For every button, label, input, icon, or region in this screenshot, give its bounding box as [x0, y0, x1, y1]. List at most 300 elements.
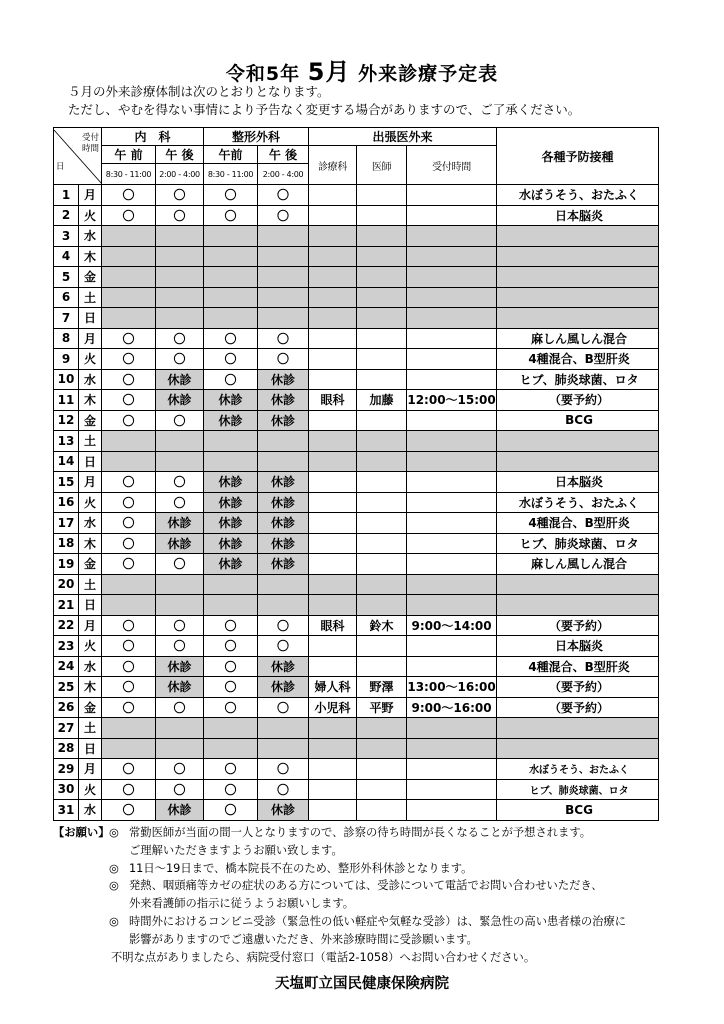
seikei-am-cell: 休診 [204, 410, 258, 431]
day-cell: 16 [54, 492, 79, 513]
doctor-cell [357, 636, 407, 657]
seikei-pm-cell: 休診 [258, 513, 309, 534]
closed-cell [497, 226, 659, 247]
title-name: 外来診療予定表 [358, 63, 499, 85]
header-naika: 内 科 [102, 128, 204, 146]
naika-pm-cell: 休診 [156, 656, 204, 677]
dept-cell: 婦人科 [309, 677, 357, 698]
closed-cell [357, 595, 407, 616]
seikei-am-cell: 〇 [204, 636, 258, 657]
closed-cell [102, 308, 156, 329]
day-cell: 24 [54, 656, 79, 677]
seikei-am-cell: 〇 [204, 205, 258, 226]
seikei-am-cell: 〇 [204, 656, 258, 677]
naika-pm-cell: 〇 [156, 615, 204, 636]
dept-cell [309, 369, 357, 390]
title-era: 令和5年 [225, 63, 301, 85]
reception-time-cell [407, 472, 497, 493]
closed-cell [102, 431, 156, 452]
note-text: 外来看護師の指示に従うようお願いします。 [129, 897, 355, 911]
table-row [54, 779, 659, 800]
dept-cell [309, 492, 357, 513]
weekday-cell: 日 [79, 451, 102, 472]
closed-cell [309, 267, 357, 288]
naika-pm-cell: 〇 [156, 185, 204, 206]
note-line [53, 842, 693, 860]
closed-cell [204, 287, 258, 308]
header-day-label: 日 [56, 162, 65, 172]
closed-cell [204, 246, 258, 267]
vaccine-cell: （要予約） [497, 615, 659, 636]
doctor-cell: 野澤 [357, 677, 407, 698]
table-row [54, 656, 659, 677]
seikei-am-cell: 〇 [204, 677, 258, 698]
weekday-cell: 金 [79, 697, 102, 718]
closed-cell [156, 308, 204, 329]
reception-time-cell [407, 205, 497, 226]
reception-time-cell [407, 328, 497, 349]
day-cell: 13 [54, 431, 79, 452]
dept-cell [309, 656, 357, 677]
note-text: 影響がありますのでご遠慮いただき、外来診療時間に受診願います。 [129, 932, 478, 946]
closed-cell [309, 738, 357, 759]
doctor-cell: 加藤 [357, 390, 407, 411]
closed-cell [497, 451, 659, 472]
seikei-am-cell: 〇 [204, 779, 258, 800]
closed-cell [258, 738, 309, 759]
reception-time-cell: 9:00～14:00 [407, 615, 497, 636]
closed-cell [357, 718, 407, 739]
weekday-cell: 水 [79, 226, 102, 247]
doctor-cell [357, 328, 407, 349]
closed-cell [156, 226, 204, 247]
naika-am-cell: 〇 [102, 205, 156, 226]
closed-cell [204, 574, 258, 595]
reception-time-cell: 9:00～16:00 [407, 697, 497, 718]
naika-pm-cell: 〇 [156, 205, 204, 226]
vaccine-cell: BCG [497, 410, 659, 431]
note-mark: ◎ [109, 861, 119, 875]
closed-cell [102, 718, 156, 739]
weekday-cell: 土 [79, 574, 102, 595]
day-cell: 1 [54, 185, 79, 206]
table-row [54, 431, 659, 452]
naika-pm-cell: 〇 [156, 410, 204, 431]
naika-am-cell: 〇 [102, 369, 156, 390]
vaccine-cell: 麻しん風しん混合 [497, 328, 659, 349]
weekday-cell: 水 [79, 800, 102, 821]
table-row [54, 349, 659, 370]
naika-pm-cell: 〇 [156, 759, 204, 780]
notes-label: 【お願い】 [53, 826, 110, 839]
dept-cell [309, 205, 357, 226]
weekday-cell: 日 [79, 308, 102, 329]
note-mark: ◎ [109, 914, 119, 928]
note-mark: ◎ [109, 879, 119, 893]
table-row [54, 554, 659, 575]
reception-time-cell [407, 349, 497, 370]
seikei-pm-cell: 休診 [258, 410, 309, 431]
closed-cell [309, 287, 357, 308]
seikei-am-cell: 休診 [204, 513, 258, 534]
day-cell: 21 [54, 595, 79, 616]
seikei-am-cell: 〇 [204, 800, 258, 821]
naika-am-cell: 〇 [102, 513, 156, 534]
table-row [54, 205, 659, 226]
table-row [54, 574, 659, 595]
header-vaccine: 各種予防接種 [497, 128, 659, 185]
closed-cell [407, 287, 497, 308]
table-row [54, 677, 659, 698]
reception-time-cell [407, 656, 497, 677]
seikei-am-cell: 〇 [204, 185, 258, 206]
header-shutcho: 出張医外来 [309, 128, 497, 146]
header-naika-am-time: 8:30 - 11:00 [102, 164, 156, 185]
intro-line-1: ５月の外来診療体制は次のとおりとなります。 [68, 84, 330, 99]
doctor-cell [357, 472, 407, 493]
table-row [54, 226, 659, 247]
dept-cell [309, 472, 357, 493]
day-cell: 26 [54, 697, 79, 718]
table-row [54, 390, 659, 411]
table-row [54, 185, 659, 206]
doctor-cell [357, 410, 407, 431]
table-row [54, 595, 659, 616]
seikei-pm-cell: 〇 [258, 328, 309, 349]
closed-cell [156, 246, 204, 267]
naika-pm-cell: 〇 [156, 472, 204, 493]
weekday-cell: 日 [79, 738, 102, 759]
weekday-cell: 土 [79, 718, 102, 739]
closed-cell [497, 718, 659, 739]
closed-cell [407, 738, 497, 759]
dept-cell: 小児科 [309, 697, 357, 718]
closed-cell [407, 595, 497, 616]
doctor-cell [357, 800, 407, 821]
day-cell: 7 [54, 308, 79, 329]
seikei-am-cell: 〇 [204, 328, 258, 349]
closed-cell [258, 451, 309, 472]
naika-am-cell: 〇 [102, 636, 156, 657]
table-row [54, 513, 659, 534]
weekday-cell: 月 [79, 759, 102, 780]
day-cell: 22 [54, 615, 79, 636]
closed-cell [357, 574, 407, 595]
weekday-cell: 水 [79, 656, 102, 677]
weekday-cell: 金 [79, 554, 102, 575]
closed-cell [156, 718, 204, 739]
naika-am-cell: 〇 [102, 390, 156, 411]
dept-cell: 眼科 [309, 615, 357, 636]
seikei-pm-cell: 〇 [258, 759, 309, 780]
closed-cell [497, 431, 659, 452]
vaccine-cell: 日本脳炎 [497, 636, 659, 657]
reception-time-cell: 12:00～15:00 [407, 390, 497, 411]
naika-pm-cell: 〇 [156, 492, 204, 513]
day-cell: 2 [54, 205, 79, 226]
doctor-cell [357, 513, 407, 534]
closed-cell [156, 738, 204, 759]
closed-cell [357, 451, 407, 472]
vaccine-cell: ヒブ、肺炎球菌、ロタ [497, 369, 659, 390]
vaccine-cell: （要予約） [497, 677, 659, 698]
note-text: ご理解いただきますようお願い致します。 [129, 843, 343, 857]
closed-cell [497, 738, 659, 759]
closed-cell [102, 574, 156, 595]
day-cell: 9 [54, 349, 79, 370]
note-line [53, 895, 693, 913]
naika-am-cell: 〇 [102, 533, 156, 554]
closed-cell [204, 226, 258, 247]
reception-time-cell [407, 410, 497, 431]
table-row [54, 308, 659, 329]
reception-time-cell [407, 533, 497, 554]
note-line [53, 931, 693, 949]
day-cell: 5 [54, 267, 79, 288]
weekday-cell: 土 [79, 431, 102, 452]
seikei-pm-cell: 〇 [258, 779, 309, 800]
vaccine-cell: 水ぼうそう、おたふく [497, 185, 659, 206]
closed-cell [258, 574, 309, 595]
table-row [54, 267, 659, 288]
seikei-pm-cell: 休診 [258, 677, 309, 698]
day-cell: 3 [54, 226, 79, 247]
seikei-pm-cell: 休診 [258, 554, 309, 575]
weekday-cell: 月 [79, 615, 102, 636]
closed-cell [156, 287, 204, 308]
closed-cell [258, 595, 309, 616]
naika-pm-cell: 休診 [156, 390, 204, 411]
reception-time-cell [407, 636, 497, 657]
seikei-pm-cell: 休診 [258, 390, 309, 411]
closed-cell [357, 246, 407, 267]
doctor-cell [357, 205, 407, 226]
closed-cell [156, 267, 204, 288]
table-row [54, 492, 659, 513]
weekday-cell: 月 [79, 185, 102, 206]
header-naika-am: 午 前 [102, 146, 156, 164]
seikei-am-cell: 〇 [204, 369, 258, 390]
closed-cell [156, 451, 204, 472]
naika-am-cell: 〇 [102, 615, 156, 636]
closed-cell [102, 595, 156, 616]
closed-cell [204, 738, 258, 759]
doctor-cell [357, 492, 407, 513]
closed-cell [309, 451, 357, 472]
naika-am-cell: 〇 [102, 656, 156, 677]
day-cell: 30 [54, 779, 79, 800]
weekday-cell: 日 [79, 595, 102, 616]
vaccine-cell: 日本脳炎 [497, 205, 659, 226]
vaccine-cell: 4種混合、B型肝炎 [497, 349, 659, 370]
table-row [54, 246, 659, 267]
closed-cell [309, 226, 357, 247]
note-line [53, 824, 693, 842]
naika-am-cell: 〇 [102, 492, 156, 513]
day-cell: 29 [54, 759, 79, 780]
dept-cell [309, 554, 357, 575]
table-row [54, 369, 659, 390]
header-naika-pm: 午 後 [156, 146, 204, 164]
weekday-cell: 月 [79, 472, 102, 493]
table-row [54, 759, 659, 780]
closed-cell [309, 574, 357, 595]
closed-cell [407, 451, 497, 472]
note-text: 常勤医師が当面の間一人となりますので、診察の待ち時間が長くなることが予想されます。 [129, 826, 592, 839]
reception-time-cell [407, 185, 497, 206]
header-seikei-pm: 午 後 [258, 146, 309, 164]
seikei-pm-cell: 休診 [258, 656, 309, 677]
header-naika-pm-time: 2:00 - 4:00 [156, 164, 204, 185]
header-seikei: 整形外科 [204, 128, 309, 146]
closed-cell [407, 718, 497, 739]
doctor-cell: 平野 [357, 697, 407, 718]
naika-am-cell: 〇 [102, 779, 156, 800]
weekday-cell: 水 [79, 513, 102, 534]
contact-note: 不明な点がありましたら、病院受付窓口（電話2-1058）へお問い合わせください。 [111, 950, 536, 964]
closed-cell [407, 267, 497, 288]
naika-pm-cell: 〇 [156, 779, 204, 800]
reception-time-cell [407, 513, 497, 534]
doctor-cell [357, 185, 407, 206]
naika-pm-cell: 〇 [156, 697, 204, 718]
closed-cell [258, 246, 309, 267]
note-mark: ◎ [109, 826, 119, 839]
day-cell: 8 [54, 328, 79, 349]
dept-cell [309, 636, 357, 657]
vaccine-cell: （要予約） [497, 390, 659, 411]
table-row [54, 636, 659, 657]
naika-am-cell: 〇 [102, 697, 156, 718]
notes-section [53, 824, 693, 966]
seikei-pm-cell: 〇 [258, 697, 309, 718]
closed-cell [102, 226, 156, 247]
vaccine-cell: 4種混合、B型肝炎 [497, 656, 659, 677]
note-line [53, 860, 693, 878]
table-row [54, 718, 659, 739]
seikei-pm-cell: 休診 [258, 800, 309, 821]
doctor-cell [357, 759, 407, 780]
weekday-cell: 木 [79, 390, 102, 411]
closed-cell [497, 595, 659, 616]
day-cell: 11 [54, 390, 79, 411]
schedule-table [53, 127, 659, 821]
day-cell: 27 [54, 718, 79, 739]
seikei-am-cell: 休診 [204, 390, 258, 411]
day-cell: 23 [54, 636, 79, 657]
header-seikei-am: 午前 [204, 146, 258, 164]
reception-time-cell [407, 800, 497, 821]
closed-cell [309, 718, 357, 739]
day-cell: 4 [54, 246, 79, 267]
table-row [54, 451, 659, 472]
doctor-cell [357, 656, 407, 677]
naika-pm-cell: 〇 [156, 554, 204, 575]
naika-am-cell: 〇 [102, 554, 156, 575]
table-row [54, 615, 659, 636]
table-row [54, 287, 659, 308]
naika-pm-cell: 休診 [156, 800, 204, 821]
reception-time-cell [407, 554, 497, 575]
closed-cell [407, 226, 497, 247]
vaccine-cell: （要予約） [497, 697, 659, 718]
naika-pm-cell: 〇 [156, 328, 204, 349]
seikei-pm-cell: 休診 [258, 533, 309, 554]
closed-cell [258, 718, 309, 739]
dept-cell: 眼科 [309, 390, 357, 411]
header-seikei-am-time: 8:30 - 11:00 [204, 164, 258, 185]
weekday-cell: 金 [79, 267, 102, 288]
dept-cell [309, 328, 357, 349]
dept-cell [309, 349, 357, 370]
day-cell: 10 [54, 369, 79, 390]
naika-pm-cell: 休診 [156, 513, 204, 534]
seikei-pm-cell: 〇 [258, 615, 309, 636]
closed-cell [156, 595, 204, 616]
closed-cell [204, 267, 258, 288]
closed-cell [258, 226, 309, 247]
weekday-cell: 火 [79, 349, 102, 370]
dept-cell [309, 779, 357, 800]
reception-time-cell [407, 492, 497, 513]
closed-cell [102, 246, 156, 267]
closed-cell [407, 246, 497, 267]
weekday-cell: 火 [79, 779, 102, 800]
day-cell: 17 [54, 513, 79, 534]
dept-cell [309, 185, 357, 206]
naika-am-cell: 〇 [102, 328, 156, 349]
reception-time-cell: 13:00～16:00 [407, 677, 497, 698]
header-reception: 受付時間 [407, 146, 497, 185]
closed-cell [497, 267, 659, 288]
header-reception-time-label: 受付 時間 [81, 133, 99, 154]
weekday-cell: 木 [79, 533, 102, 554]
closed-cell [258, 431, 309, 452]
naika-am-cell: 〇 [102, 472, 156, 493]
note-text: 発熱、咽頭痛等カゼの症状のある方については、受診について電話でお問い合わせいただき、 [129, 879, 603, 893]
table-row [54, 410, 659, 431]
day-cell: 28 [54, 738, 79, 759]
weekday-cell: 火 [79, 492, 102, 513]
hospital-name: 天塩町立国民健康保険病院 [275, 976, 449, 992]
naika-am-cell: 〇 [102, 410, 156, 431]
weekday-cell: 木 [79, 677, 102, 698]
closed-cell [407, 431, 497, 452]
closed-cell [258, 267, 309, 288]
closed-cell [204, 718, 258, 739]
note-text: 11日～19日まで、橋本院長不在のため、整形外科休診となります。 [129, 861, 473, 875]
day-cell: 14 [54, 451, 79, 472]
seikei-am-cell: 〇 [204, 697, 258, 718]
closed-cell [309, 431, 357, 452]
closed-cell [258, 308, 309, 329]
day-cell: 20 [54, 574, 79, 595]
weekday-cell: 金 [79, 410, 102, 431]
table-row [54, 533, 659, 554]
naika-pm-cell: 〇 [156, 349, 204, 370]
closed-cell [102, 287, 156, 308]
dept-cell [309, 759, 357, 780]
doctor-cell: 鈴木 [357, 615, 407, 636]
dept-cell [309, 513, 357, 534]
closed-cell [102, 451, 156, 472]
closed-cell [204, 308, 258, 329]
closed-cell [102, 267, 156, 288]
seikei-am-cell: 休診 [204, 533, 258, 554]
table-row [54, 328, 659, 349]
day-cell: 12 [54, 410, 79, 431]
vaccine-cell: 日本脳炎 [497, 472, 659, 493]
